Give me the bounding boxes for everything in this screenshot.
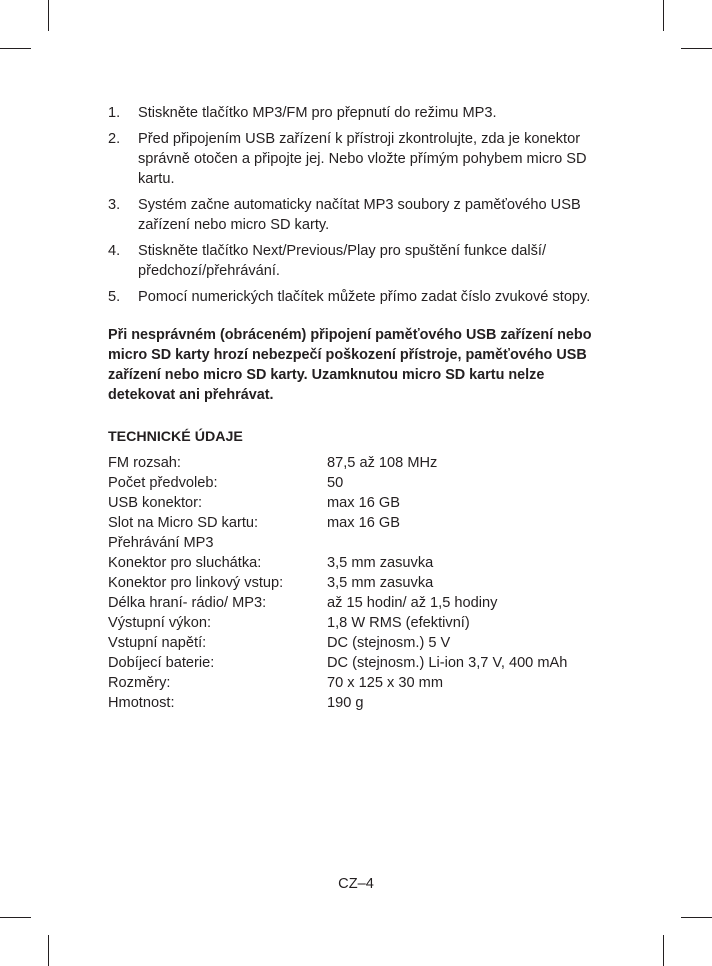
crop-mark-bottom-right-horizontal	[681, 917, 712, 918]
spec-value: max 16 GB	[327, 495, 400, 511]
spec-value	[327, 533, 567, 553]
spec-label: Délka hraní- rádio/ MP3:	[108, 595, 267, 611]
specs-heading: TECHNICKÉ ÚDAJE	[108, 429, 243, 445]
spec-value: DC (stejnosm.) Li-ion 3,7 V, 400 mAh	[327, 655, 568, 671]
spec-value: DC (stejnosm.) 5 V	[327, 635, 451, 651]
spec-value: 70 x 125 x 30 mm	[327, 675, 443, 691]
table-row	[108, 633, 567, 653]
page-number: CZ–4	[338, 876, 374, 892]
step-item	[108, 129, 608, 189]
step-item	[108, 287, 608, 307]
step-number: 4.	[108, 243, 121, 259]
table-row	[108, 613, 567, 633]
step-text: Systém začne automaticky načítat MP3 soubory z paměťového USB zařízení nebo micro SD karty.	[138, 197, 581, 233]
spec-value: 50	[327, 475, 344, 491]
spec-label: Výstupní výkon:	[108, 615, 212, 631]
crop-mark-top-left-vertical	[48, 0, 49, 31]
spec-label: Slot na Micro SD kartu:	[108, 515, 259, 531]
spec-label: FM rozsah:	[108, 455, 181, 471]
spec-label: Rozměry:	[108, 675, 171, 691]
spec-label: Dobíjecí baterie:	[108, 655, 215, 671]
crop-mark-bottom-right-vertical	[663, 935, 664, 966]
spec-value: 190 g	[327, 695, 364, 711]
warning-paragraph: Při nesprávném (obráceném) připojení paměťového USB zařízení nebo micro SD karty hrozí nebezpečí poškození přístroje, paměťového USB zařízení nebo micro SD karty. Uzamknutou micro SD kartu nelze detekovat ani přehrávat.	[108, 327, 592, 403]
spec-label: Konektor pro sluchátka:	[108, 555, 262, 571]
specs-table	[108, 453, 567, 713]
table-row	[108, 593, 567, 613]
table-row	[108, 513, 567, 533]
spec-value: 1,8 W RMS (efektivní)	[327, 615, 470, 631]
table-row	[108, 673, 567, 693]
step-text: Před připojením USB zařízení k přístroji zkontrolujte, zda je konektor správně otočen a připojte jej. Nebo vložte přímým pohybem micro SD kartu.	[138, 131, 587, 187]
step-text: Stiskněte tlačítko Next/Previous/Play pro spuštění funkce další/ předchozí/přehrávání.	[138, 243, 547, 279]
step-item	[108, 241, 608, 281]
table-row	[108, 533, 567, 553]
table-row	[108, 653, 567, 673]
step-text: Pomocí numerických tlačítek můžete přímo zadat číslo zvukové stopy.	[138, 289, 591, 305]
step-number: 3.	[108, 197, 121, 213]
table-row	[108, 693, 567, 713]
page-content	[108, 103, 608, 713]
step-text: Stiskněte tlačítko MP3/FM pro přepnutí do režimu MP3.	[138, 105, 497, 121]
spec-label: Přehrávání MP3	[108, 535, 214, 551]
spec-value: 3,5 mm zasuvka	[327, 575, 434, 591]
spec-label: Konektor pro linkový vstup:	[108, 575, 284, 591]
spec-value: max 16 GB	[327, 515, 400, 531]
crop-mark-top-right-vertical	[663, 0, 664, 31]
table-row	[108, 573, 567, 593]
table-row	[108, 553, 567, 573]
crop-mark-top-right-horizontal	[681, 48, 712, 49]
spec-label: Počet předvoleb:	[108, 475, 218, 491]
step-number: 2.	[108, 131, 121, 147]
spec-value: až 15 hodin/ až 1,5 hodiny	[327, 595, 498, 611]
step-number: 1.	[108, 105, 121, 121]
spec-label: Vstupní napětí:	[108, 635, 207, 651]
spec-value: 3,5 mm zasuvka	[327, 555, 434, 571]
crop-mark-top-left-horizontal	[0, 48, 31, 49]
spec-label: Hmotnost:	[108, 695, 175, 711]
instruction-steps	[108, 103, 608, 307]
table-row	[108, 493, 567, 513]
table-row	[108, 473, 567, 493]
crop-mark-bottom-left-vertical	[48, 935, 49, 966]
spec-value: 87,5 až 108 MHz	[327, 455, 438, 471]
step-item	[108, 103, 608, 123]
spec-label: USB konektor:	[108, 495, 203, 511]
step-number: 5.	[108, 289, 121, 305]
step-item	[108, 195, 608, 235]
crop-mark-bottom-left-horizontal	[0, 917, 31, 918]
table-row	[108, 453, 567, 473]
